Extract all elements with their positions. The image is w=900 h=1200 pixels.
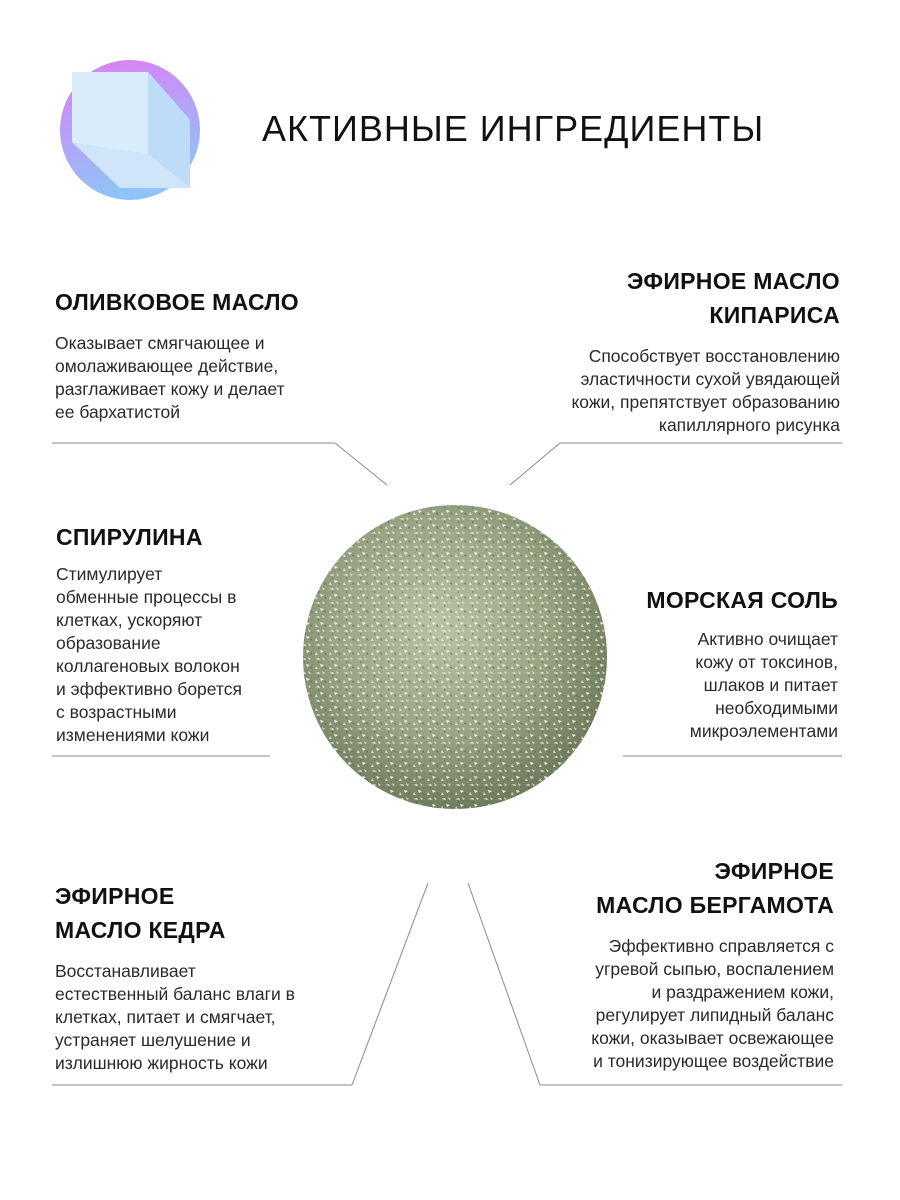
ingredient-spirulina xyxy=(56,520,296,747)
ingredient-heading: ЭФИРНОЕ МАСЛО КИПАРИСА xyxy=(627,268,840,328)
olive-connector-diagonal xyxy=(335,443,387,485)
ingredient-heading: ЭФИРНОЕ МАСЛО БЕРГАМОТА xyxy=(596,858,834,918)
ingredient-heading: ОЛИВКОВОЕ МАСЛО xyxy=(55,289,299,315)
ingredient-description: Активно очищает кожу от токсинов, шлаков и питает необходимыми микроэлементами xyxy=(689,629,838,741)
ingredient-heading: СПИРУЛИНА xyxy=(56,524,203,550)
ingredient-heading: ЭФИРНОЕ МАСЛО КЕДРА xyxy=(55,883,226,943)
page-title: АКТИВНЫЕ ИНГРЕДИЕНТЫ xyxy=(262,108,765,149)
bath-bomb-ball-icon xyxy=(300,502,610,812)
ingredient-sea-salt xyxy=(598,583,838,743)
ingredient-bergamot-oil xyxy=(494,854,834,1073)
ingredient-description: Стимулирует обменные процессы в клетках, ускоряют образование коллагеновых волокон и эффективно борется с возрастными изменениями кожи xyxy=(56,564,242,745)
ingredient-heading: МОРСКАЯ СОЛЬ xyxy=(646,587,838,613)
ingredient-description: Эффективно справляется с угревой сыпью, воспалением и раздражением кожи, регулирует липидный баланс кожи, оказывает освежающее и тонизирующее воздействие xyxy=(591,936,834,1071)
ingredient-olive-oil xyxy=(55,285,355,424)
ingredient-cypress-oil xyxy=(500,264,840,437)
ingredient-cedar-oil xyxy=(55,879,355,1075)
ingredient-description: Восстанавливает естественный баланс влаги в клетках, питает и смягчает, устраняет шелушение и излишнюю жирность кожи xyxy=(55,961,295,1073)
ingredient-description: Оказывает смягчающее и омолаживающее действие, разглаживает кожу и делает ее бархатистой xyxy=(55,333,285,422)
cypress-connector-diagonal xyxy=(510,443,560,485)
cedar-connector-diagonal xyxy=(352,883,428,1085)
ingredient-description: Способствует восстановлению эластичности сухой увядающей кожи, препятствует образованию капиллярного рисунка xyxy=(571,346,840,435)
